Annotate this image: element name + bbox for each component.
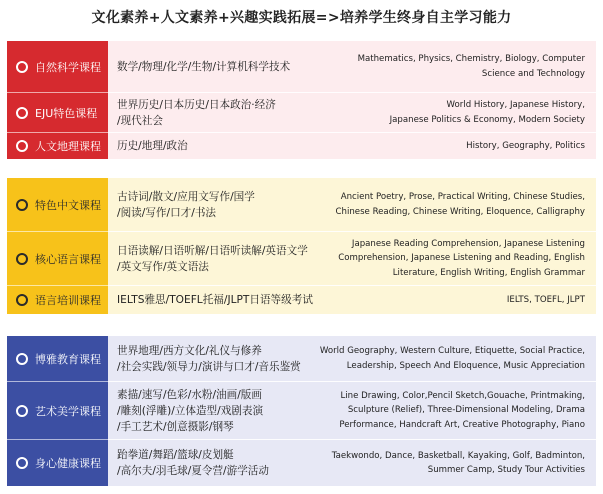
- en-line: Science and Technology: [481, 68, 585, 79]
- english-description: [332, 449, 585, 478]
- course-category: [7, 336, 108, 382]
- zh-line: /社会实践/领导力/演讲与口才/音乐鉴赏: [117, 360, 301, 373]
- zh-line: 历史/地理/政治: [117, 140, 188, 152]
- category-label: 人文地理课程: [35, 140, 101, 153]
- english-description: [507, 293, 585, 308]
- english-description: [338, 237, 585, 281]
- course-content: [108, 382, 596, 440]
- course-content: [108, 133, 596, 159]
- en-line: Leadership, Speech And Eloquence, Music Appreciation: [346, 360, 585, 371]
- zh-line: 日语读解/日语听解/日语听读解/英语文学: [117, 244, 308, 257]
- en-line: World History, Japanese History,: [446, 100, 585, 110]
- course-row: [7, 41, 596, 93]
- en-line: Chinese Reading, Chinese Writing, Eloquence, Calligraphy: [335, 206, 585, 217]
- en-line: Mathematics, Physics, Chemistry, Biology, Computer: [357, 54, 585, 64]
- bullet-ring-icon: [16, 294, 28, 306]
- course-category: [7, 93, 108, 133]
- chinese-description: [117, 97, 276, 129]
- bullet-ring-icon: [16, 107, 28, 119]
- zh-line: 素描/速写/色彩/水粉/油画/版画: [117, 388, 262, 401]
- category-label: 身心健康课程: [35, 457, 101, 470]
- zh-line: /现代社会: [117, 114, 163, 127]
- chinese-description: [117, 243, 308, 275]
- bullet-ring-icon: [16, 140, 28, 152]
- english-description: [320, 344, 585, 373]
- english-description: [466, 139, 585, 154]
- course-category: [7, 232, 108, 286]
- zh-line: 数学/物理/化学/生物/计算机科学技术: [117, 60, 291, 73]
- chinese-description: [117, 387, 263, 435]
- course-row: [7, 336, 596, 382]
- en-line: Ancient Poetry, Prose, Practical Writing, Chinese Studies,: [340, 192, 585, 202]
- course-row: [7, 286, 596, 314]
- course-row: [7, 382, 596, 440]
- en-line: Line Drawing, Color,Pencil Sketch,Gouache, Printmaking,: [340, 390, 585, 401]
- chinese-description: [117, 189, 255, 221]
- section-liberal-arts: [7, 336, 596, 486]
- en-line: Comprehension, Japanese Listening and Reading, English: [338, 253, 585, 264]
- course-category: [7, 382, 108, 440]
- category-label: 特色中文课程: [35, 198, 101, 212]
- zh-line: 世界地理/西方文化/礼仪与修养: [117, 344, 262, 357]
- zh-line: IELTS雅思/TOEFL托福/JLPT日语等级考试: [117, 294, 313, 306]
- category-label: 自然科学课程: [35, 60, 101, 74]
- course-category: [7, 41, 108, 93]
- english-description: [358, 52, 585, 81]
- course-category: [7, 440, 108, 486]
- course-content: [108, 286, 596, 314]
- en-line: Japanese Reading Comprehension, Japanese Listening: [351, 238, 585, 249]
- en-line: IELTS, TOEFL, JLPT: [506, 294, 585, 305]
- category-label: 核心语言课程: [35, 252, 101, 266]
- course-row: [7, 133, 596, 159]
- category-label: EJU特色课程: [35, 106, 98, 120]
- bullet-ring-icon: [16, 457, 28, 469]
- en-line: Japanese Politics & Economy, Modern Society: [389, 114, 585, 125]
- english-description: [336, 190, 586, 219]
- english-description: [339, 389, 585, 433]
- course-row: [7, 232, 596, 286]
- course-row: [7, 178, 596, 232]
- en-line: Performance, Handcraft Art, Creative Photography, Piano: [339, 419, 585, 430]
- bullet-ring-icon: [16, 405, 28, 417]
- category-label: 博雅教育课程: [35, 352, 101, 366]
- course-content: [108, 440, 596, 486]
- course-category: [7, 133, 108, 159]
- zh-line: /手工艺术/创意摄影/钢琴: [117, 420, 234, 433]
- bullet-ring-icon: [16, 353, 28, 365]
- course-category: [7, 286, 108, 314]
- english-description: [390, 98, 585, 127]
- zh-line: /阅读/写作/口才/书法: [117, 206, 217, 219]
- en-line: Taekwondo, Dance, Basketball, Kayaking, Golf, Badminton,: [331, 450, 585, 461]
- chinese-description: [117, 138, 188, 154]
- zh-line: 跆拳道/舞蹈/篮球/皮划艇: [117, 449, 234, 461]
- category-label: 艺术美学课程: [35, 404, 101, 418]
- section-sciences: [7, 41, 596, 159]
- course-content: [108, 178, 596, 232]
- zh-line: 古诗词/散文/应用文写作/国学: [117, 190, 255, 203]
- chinese-description: [117, 59, 290, 75]
- zh-line: /英文写作/英文语法: [117, 260, 209, 273]
- course-content: [108, 232, 596, 286]
- course-content: [108, 93, 596, 133]
- chinese-description: [117, 343, 301, 375]
- bullet-ring-icon: [16, 199, 28, 211]
- chinese-description: [117, 292, 313, 308]
- zh-line: /雕刻(浮雕)/立体造型/戏剧表演: [117, 404, 264, 417]
- en-line: Sculpture (Relief), Three-Dimensional Modeling, Drama: [347, 405, 585, 416]
- en-line: History, Geography, Politics: [466, 140, 585, 151]
- bullet-ring-icon: [16, 253, 28, 265]
- chinese-description: [117, 447, 269, 479]
- bullet-ring-icon: [16, 61, 28, 73]
- course-category: [7, 178, 108, 232]
- page-title: 文化素养+人文素养+兴趣实践拓展=>培养学生终身自主学习能力: [91, 10, 512, 26]
- en-line: Literature, English Writing, English Grammar: [392, 267, 585, 278]
- zh-line: 世界历史/日本历史/日本政治·经济: [117, 98, 276, 111]
- category-label: 语言培训课程: [35, 294, 101, 307]
- course-row: [7, 93, 596, 133]
- course-content: [108, 336, 596, 382]
- course-content: [108, 41, 596, 93]
- zh-line: /高尔夫/羽毛球/夏令营/游学活动: [117, 465, 269, 477]
- course-row: [7, 440, 596, 486]
- en-line: World Geography, Western Culture, Etiquette, Social Practice,: [319, 346, 585, 356]
- en-line: Summer Camp, Study Tour Activities: [427, 465, 585, 475]
- section-languages: [7, 178, 596, 314]
